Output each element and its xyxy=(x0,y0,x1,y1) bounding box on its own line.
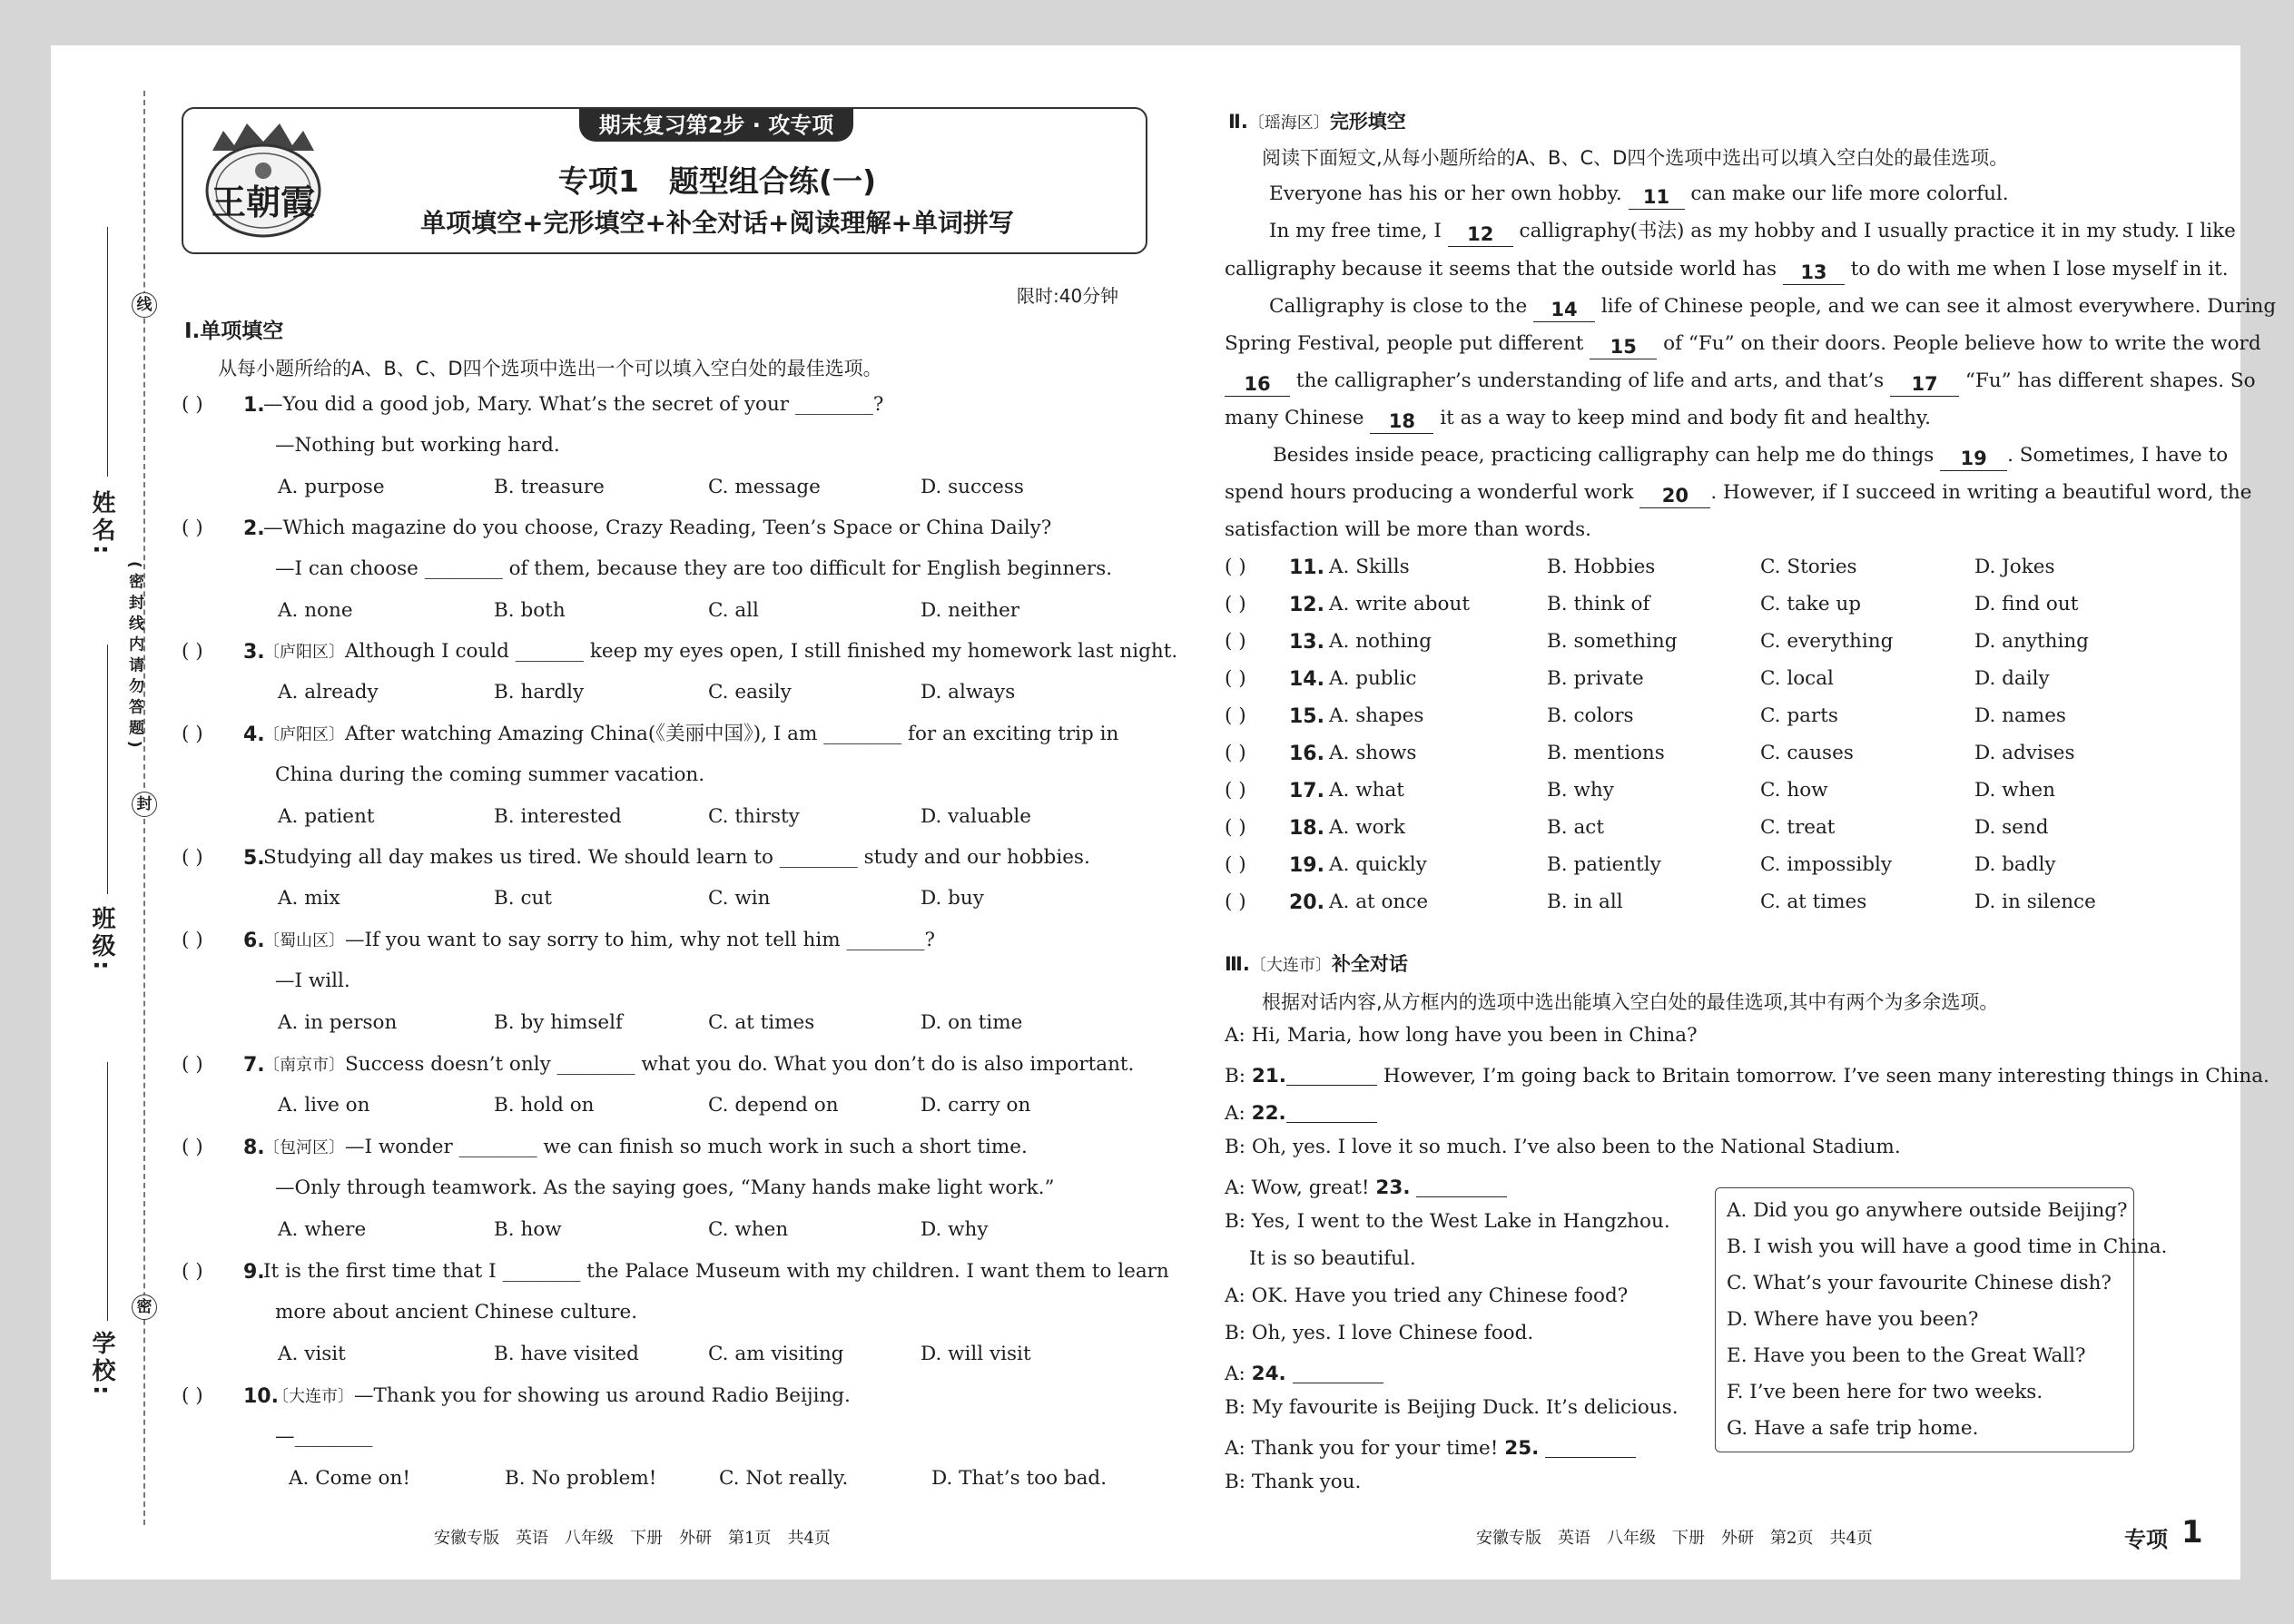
step-banner: 期末复习第2步 · 攻专项 xyxy=(579,109,853,142)
option-b: B. mentions xyxy=(1547,742,1665,764)
passage-p2: In my free time, I 12 calligraphy(书法) as my hobby and I usually practice it in my study. I like xyxy=(1269,220,2236,245)
option-a: A. none xyxy=(278,599,353,622)
question-text xyxy=(263,395,883,415)
question-number: 10. xyxy=(243,1385,279,1408)
answer-bracket[interactable]: ( ) xyxy=(182,1053,203,1076)
dialog-option-f: F. I’ve been here for two weeks. xyxy=(1727,1381,2043,1403)
question-text xyxy=(263,724,1118,744)
option-a: A. visit xyxy=(278,1343,346,1365)
option-b: B. why xyxy=(1547,779,1614,802)
blank-13[interactable]: 13 xyxy=(1783,262,1845,285)
option-b: B. private xyxy=(1547,667,1644,690)
option-a: A. already xyxy=(278,681,379,704)
binding-mark-seal: 封 xyxy=(132,792,157,817)
answer-bracket[interactable]: ( ) xyxy=(182,723,203,745)
option-a: A. live on xyxy=(278,1094,370,1117)
question-text xyxy=(263,1262,1169,1282)
answer-bracket[interactable]: ( ) xyxy=(1225,779,1246,802)
option-d: D. neither xyxy=(921,599,1020,622)
question-number: 1. xyxy=(243,394,265,417)
option-c: C. everything xyxy=(1760,630,1894,653)
option-b: B. No problem! xyxy=(505,1467,657,1490)
answer-bracket[interactable]: ( ) xyxy=(1225,667,1246,690)
option-d: D. buy xyxy=(921,887,984,910)
option-a: A. mix xyxy=(278,887,340,910)
question-stem: Success doesn’t only ________ what you do. What you don’t do is also important. xyxy=(345,1053,1135,1076)
option-c: C. easily xyxy=(708,681,792,704)
passage-p3-l2: Spring Festival, people put different 15 of “Fu” on their doors. People believe how to write the word xyxy=(1225,332,2261,358)
dialog-line-2: B: 21. However, I’m going back to Britain tomorrow. I’ve seen many interesting things in China. xyxy=(1225,1065,2269,1088)
option-a: A. write about xyxy=(1329,593,1470,615)
binding-note: (密封线内请勿答题) xyxy=(125,561,143,753)
option-d: D. why xyxy=(921,1218,989,1241)
answer-bracket[interactable]: ( ) xyxy=(182,517,203,539)
option-d: D. That’s too bad. xyxy=(931,1467,1108,1490)
question-stem: It is the first time that I ________ the Palace Museum with my children. I want them to learn xyxy=(263,1260,1169,1283)
time-limit: 限时:40分钟 xyxy=(1017,285,1119,307)
question-number: 14. xyxy=(1289,668,1324,691)
part2-instruction: 阅读下面短文,从每小题所给的A、B、C、D四个选项中选出可以填入空白处的最佳选项。 xyxy=(1262,147,2009,169)
source-tag: 〔南京市〕 xyxy=(263,1056,345,1075)
logo xyxy=(196,118,330,240)
option-c: C. take up xyxy=(1760,593,1862,615)
question-text xyxy=(263,1055,1134,1075)
option-d: D. on time xyxy=(921,1011,1023,1034)
footer-section-number: 1 xyxy=(2181,1514,2203,1550)
passage-p3-l3: 16 the calligrapher’s understanding of life and arts, and that’s 17 “Fu” has different shapes. So xyxy=(1225,371,2256,397)
answer-bracket[interactable]: ( ) xyxy=(1225,593,1246,615)
option-c: C. at times xyxy=(708,1011,815,1034)
option-d: D. carry on xyxy=(921,1094,1031,1117)
passage-p4: Besides inside peace, practicing calligraphy can help me do things 19 . Sometimes, I have to xyxy=(1273,444,2229,469)
option-d: D. badly xyxy=(1974,853,2056,876)
option-b: B. think of xyxy=(1547,593,1650,615)
answer-bracket[interactable]: ( ) xyxy=(1225,556,1246,578)
option-c: C. how xyxy=(1760,779,1828,802)
dialog-line-10: A: 24. xyxy=(1225,1361,1383,1384)
option-d: D. valuable xyxy=(921,805,1032,828)
blank-20[interactable]: 20 xyxy=(1639,486,1710,508)
dialog-option-box xyxy=(1715,1187,2168,1452)
question-number: 2. xyxy=(243,517,265,540)
option-c: C. causes xyxy=(1760,742,1854,764)
option-c: C. all xyxy=(708,599,759,622)
question-stem: —I wonder ________ we can finish so much work in such a short time. xyxy=(345,1136,1028,1158)
option-a: A. in person xyxy=(278,1011,398,1034)
answer-bracket[interactable]: ( ) xyxy=(182,1384,203,1407)
question-number: 7. xyxy=(243,1054,265,1077)
option-d: D. when xyxy=(1974,779,2055,802)
option-b: B. interested xyxy=(494,805,622,828)
blank-21[interactable] xyxy=(1286,1063,1377,1086)
dialog-line-6: B: Yes, I went to the West Lake in Hangzhou. xyxy=(1225,1210,1670,1233)
question-line2: —________ xyxy=(275,1425,373,1448)
option-d: D. advises xyxy=(1974,742,2075,764)
option-c: C. thirsty xyxy=(708,805,800,828)
school-field[interactable] xyxy=(107,1062,108,1321)
question-number: 17. xyxy=(1289,780,1324,802)
option-b: B. Hobbies xyxy=(1547,556,1656,578)
class-label: 班级: xyxy=(88,906,115,974)
question-line2: —Only through teamwork. As the saying goes, “Many hands make light work.” xyxy=(275,1176,1055,1199)
dialog-option-b: B. I wish you will have a good time in China. xyxy=(1727,1235,2168,1258)
binding-mark-seal2: 密 xyxy=(132,1294,157,1320)
question-stem: —Which magazine do you choose, Crazy Reading, Teen’s Space or China Daily? xyxy=(263,517,1052,539)
answer-bracket[interactable]: ( ) xyxy=(182,1136,203,1158)
dialog-option-e: E. Have you been to the Great Wall? xyxy=(1727,1344,2086,1367)
answer-bracket[interactable]: ( ) xyxy=(182,846,203,869)
question-line2: —Nothing but working hard. xyxy=(275,434,560,457)
question-number: 19. xyxy=(1289,854,1324,877)
question-line2: —I will. xyxy=(275,969,350,992)
question-stem: Studying all day makes us tired. We should learn to ________ study and our hobbies. xyxy=(263,846,1090,869)
question-stem: After watching Amazing China(《美丽中国》), I am ________ for an exciting trip in xyxy=(345,723,1119,745)
option-a: A. shapes xyxy=(1329,704,1424,727)
dialog-line-4: B: Oh, yes. I love it so much. I’ve also been to the National Stadium. xyxy=(1225,1136,1901,1158)
option-a: A. public xyxy=(1329,667,1417,690)
option-d: D. send xyxy=(1974,816,2049,839)
option-c: C. am visiting xyxy=(708,1343,844,1365)
blank-25[interactable] xyxy=(1545,1435,1636,1458)
blank-15[interactable]: 15 xyxy=(1590,337,1657,359)
option-a: A. work xyxy=(1329,816,1405,839)
name-label: 姓名: xyxy=(88,490,115,558)
question-text xyxy=(263,518,1051,538)
option-c: C. when xyxy=(708,1218,789,1241)
dialog-line-13: B: Thank you. xyxy=(1225,1471,1362,1493)
question-stem: —Thank you for showing us around Radio Beijing. xyxy=(354,1384,851,1407)
part2-heading: Ⅱ.〔瑶海区〕完形填空 xyxy=(1228,111,1406,133)
option-c: C. Stories xyxy=(1760,556,1857,578)
part1-heading: Ⅰ.单项填空 xyxy=(184,320,284,343)
option-b: B. hardly xyxy=(494,681,585,704)
option-b: B. have visited xyxy=(494,1343,639,1365)
question-number: 18. xyxy=(1289,817,1324,840)
option-a: A. patient xyxy=(278,805,375,828)
question-number: 5. xyxy=(243,847,265,870)
option-c: C. treat xyxy=(1760,816,1836,839)
dialog-option-c: C. What’s your favourite Chinese dish? xyxy=(1727,1272,2112,1294)
option-b: B. colors xyxy=(1547,704,1634,727)
option-d: D. names xyxy=(1974,704,2066,727)
passage-p3-l4: many Chinese 18 it as a way to keep mind and body fit and healthy. xyxy=(1225,407,1931,432)
option-a: A. what xyxy=(1329,779,1404,802)
footer-section-label: 专项 xyxy=(2124,1527,2168,1552)
part1-instruction: 从每小题所给的A、B、C、D四个选项中选出一个可以填入空白处的最佳选项。 xyxy=(218,358,882,379)
answer-bracket[interactable]: ( ) xyxy=(182,1260,203,1283)
option-a: A. where xyxy=(278,1218,367,1241)
blank-12[interactable]: 12 xyxy=(1448,224,1513,247)
question-number: 8. xyxy=(243,1137,265,1159)
page-title: 专项1 题型组合练(一) xyxy=(557,163,877,199)
passage-p3: Calligraphy is close to the 14 life of Chinese people, and we can see it almost everywhere. During xyxy=(1269,295,2277,320)
question-number: 13. xyxy=(1289,631,1324,654)
source-tag: 〔包河区〕 xyxy=(263,1138,345,1157)
dialog-option-a: A. Did you go anywhere outside Beijing? xyxy=(1727,1199,2128,1222)
option-b: B. how xyxy=(494,1218,562,1241)
class-field[interactable] xyxy=(107,645,108,894)
question-stem: —If you want to say sorry to him, why not tell him ________? xyxy=(345,929,935,951)
option-b: B. by himself xyxy=(494,1011,623,1034)
option-a: A. purpose xyxy=(278,476,385,498)
question-number: 12. xyxy=(1289,594,1324,616)
dialog-line-5: A: Wow, great! 23. xyxy=(1225,1175,1507,1198)
option-d: D. will visit xyxy=(921,1343,1031,1365)
source-tag: 〔庐阳区〕 xyxy=(263,725,345,744)
answer-bracket[interactable]: ( ) xyxy=(1225,853,1246,876)
answer-bracket[interactable]: ( ) xyxy=(1225,816,1246,839)
dialog-line-12: A: Thank you for your time! 25. xyxy=(1225,1435,1636,1459)
source-tag: 〔蜀山区〕 xyxy=(263,931,345,950)
school-label: 学校: xyxy=(88,1331,115,1399)
option-b: B. in all xyxy=(1547,891,1623,913)
option-d: D. Jokes xyxy=(1974,556,2055,578)
question-number: 6. xyxy=(243,930,265,952)
blank-24[interactable] xyxy=(1293,1361,1383,1383)
question-number: 3. xyxy=(243,641,265,664)
question-text xyxy=(263,930,935,950)
question-line2: China during the coming summer vacation. xyxy=(275,763,705,786)
option-d: D. anything xyxy=(1974,630,2089,653)
dialog-line-9: B: Oh, yes. I love Chinese food. xyxy=(1225,1322,1534,1344)
passage-p4-l3: satisfaction will be more than words. xyxy=(1225,518,1591,541)
blank-18[interactable]: 18 xyxy=(1370,411,1433,434)
dialog-line-3: A: 22. xyxy=(1225,1100,1377,1124)
part3-heading: Ⅲ.〔大连市〕补全对话 xyxy=(1225,953,1408,975)
blank-11[interactable]: 11 xyxy=(1629,187,1685,210)
option-a: A. shows xyxy=(1329,742,1417,764)
question-text xyxy=(263,848,1090,868)
blank-23[interactable] xyxy=(1416,1175,1507,1197)
dialog-option-g: G. Have a safe trip home. xyxy=(1727,1417,1979,1440)
dialog-line-7: It is so beautiful. xyxy=(1249,1247,1416,1270)
option-b: B. cut xyxy=(494,887,552,910)
answer-bracket[interactable]: ( ) xyxy=(1225,891,1246,913)
dialog-line-1: A: Hi, Maria, how long have you been in China? xyxy=(1225,1024,1698,1047)
question-stem: Although I could _______ keep my eyes open, I still finished my homework last night. xyxy=(345,640,1178,663)
option-b: B. something xyxy=(1547,630,1678,653)
question-text xyxy=(272,1386,851,1406)
question-text xyxy=(263,1137,1028,1157)
question-number: 15. xyxy=(1289,705,1324,728)
option-a: A. quickly xyxy=(1329,853,1427,876)
answer-bracket[interactable]: ( ) xyxy=(182,393,203,416)
option-a: A. nothing xyxy=(1329,630,1432,653)
blank-19[interactable]: 19 xyxy=(1940,448,2007,471)
binding-mark-line: 线 xyxy=(132,292,157,318)
answer-bracket[interactable]: ( ) xyxy=(1225,704,1246,727)
answer-bracket[interactable]: ( ) xyxy=(1225,742,1246,764)
option-c: C. message xyxy=(708,476,821,498)
question-text xyxy=(263,642,1177,662)
name-field[interactable] xyxy=(107,227,108,477)
footer-left: 安徽专版 英语 八年级 下册 外研 第1页 共4页 xyxy=(434,1529,831,1548)
option-a: A. Skills xyxy=(1329,556,1410,578)
option-b: B. act xyxy=(1547,816,1604,839)
option-c: C. impossibly xyxy=(1760,853,1893,876)
question-number: 20. xyxy=(1289,891,1324,914)
page-subtitle: 单项填空+完形填空+补全对话+阅读理解+单词拼写 xyxy=(420,208,1014,238)
option-d: D. daily xyxy=(1974,667,2050,690)
option-b: B. hold on xyxy=(494,1094,595,1117)
option-c: C. Not really. xyxy=(719,1467,849,1490)
option-d: D. success xyxy=(921,476,1024,498)
option-c: C. win xyxy=(708,887,771,910)
option-c: C. at times xyxy=(1760,891,1867,913)
option-d: D. find out xyxy=(1974,593,2079,615)
answer-bracket[interactable]: ( ) xyxy=(182,929,203,951)
blank-16[interactable]: 16 xyxy=(1225,374,1290,397)
option-c: C. parts xyxy=(1760,704,1838,727)
answer-bracket[interactable]: ( ) xyxy=(1225,630,1246,653)
question-number: 11. xyxy=(1289,556,1324,579)
question-line2: more about ancient Chinese culture. xyxy=(275,1301,638,1324)
option-b: B. treasure xyxy=(494,476,605,498)
question-stem: —You did a good job, Mary. What’s the secret of your ________? xyxy=(263,393,884,416)
footer-right: 安徽专版 英语 八年级 下册 外研 第2页 共4页 xyxy=(1476,1529,1873,1548)
blank-22[interactable] xyxy=(1286,1100,1377,1123)
question-line2: —I can choose ________ of them, because they are too difficult for English beginners. xyxy=(275,557,1113,580)
option-d: D. always xyxy=(921,681,1016,704)
option-a: A. Come on! xyxy=(289,1467,410,1490)
option-d: D. in silence xyxy=(1974,891,2096,913)
dialog-line-8: A: OK. Have you tried any Chinese food? xyxy=(1225,1284,1629,1307)
option-a: A. at once xyxy=(1329,891,1429,913)
source-tag: 〔大连市〕 xyxy=(272,1387,354,1406)
dialog-option-d: D. Where have you been? xyxy=(1727,1308,1979,1331)
answer-bracket[interactable]: ( ) xyxy=(182,640,203,663)
passage-p2-cont: calligraphy because it seems that the outside world has 13 to do with me when I lose myself in it. xyxy=(1225,258,2229,283)
question-number: 9. xyxy=(243,1261,265,1284)
part3-instruction: 根据对话内容,从方框内的选项中选出能填入空白处的最佳选项,其中有两个为多余选项。 xyxy=(1262,991,1999,1013)
dialog-line-11: B: My favourite is Beijing Duck. It’s delicious. xyxy=(1225,1396,1679,1419)
source-tag: 〔庐阳区〕 xyxy=(263,643,345,662)
option-b: B. patiently xyxy=(1547,853,1661,876)
passage-p4-l2: spend hours producing a wonderful work 20 . However, if I succeed in writing a beautiful word, the xyxy=(1225,481,2252,507)
option-b: B. both xyxy=(494,599,566,622)
blank-14[interactable]: 14 xyxy=(1533,300,1595,322)
option-c: C. depend on xyxy=(708,1094,839,1117)
logo-text: 王朝霞 xyxy=(211,182,315,222)
question-number: 16. xyxy=(1289,743,1324,765)
passage-p1: Everyone has his or her own hobby. 11 can make our life more colorful. xyxy=(1269,182,2009,208)
option-c: C. local xyxy=(1760,667,1834,690)
question-number: 4. xyxy=(243,723,265,746)
blank-17[interactable]: 17 xyxy=(1890,374,1959,397)
